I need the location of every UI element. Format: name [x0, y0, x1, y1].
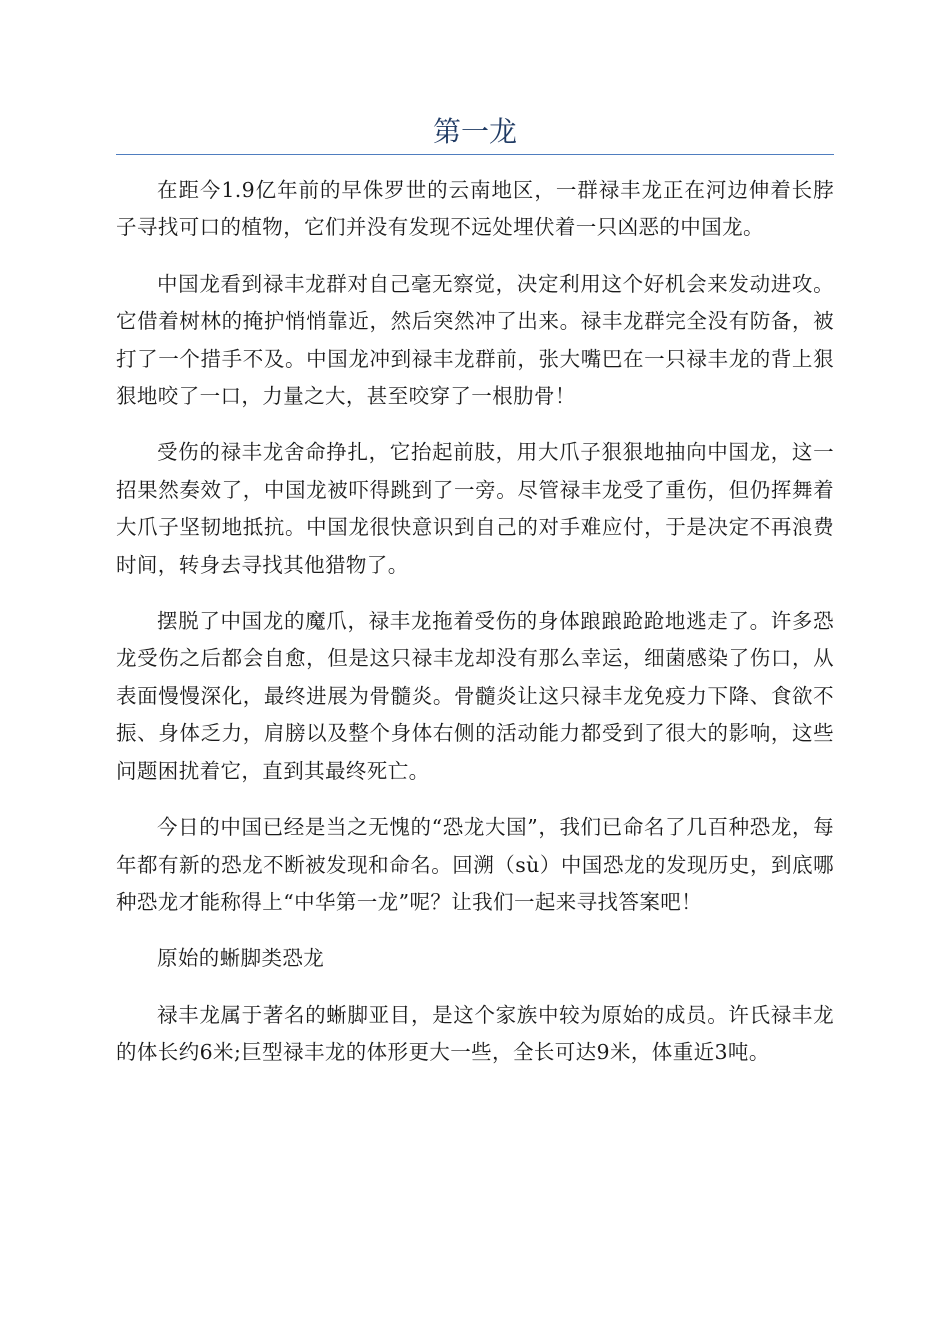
paragraph: 在距今1.9亿年前的早侏罗世的云南地区，一群禄丰龙正在河边伸着长脖子寻找可口的植物，它们并没有发现不远处埋伏着一只凶恶的中国龙。 — [116, 178, 834, 240]
paragraph: 今日的中国已经是当之无愧的“恐龙大国”，我们已命名了几百种恐龙，每年都有新的恐龙不断被发现和命名。回溯（sù）中国恐龙的发现历史，到底哪种恐龙才能称得上“中华第一龙”呢？让我们一起来寻找答案吧！ — [116, 815, 834, 914]
paragraph: 禄丰龙属于著名的蜥脚亚目，是这个家族中较为原始的成员。许氏禄丰龙的体长约6米;巨型禄丰龙的体形更大一些，全长可达9米，体重近3吨。 — [116, 1002, 834, 1065]
document-body — [116, 172, 834, 1091]
paragraph: 中国龙看到禄丰龙群对自己毫无察觉，决定利用这个好机会来发动进攻。它借着树林的掩护悄悄靠近，然后突然冲了出来。禄丰龙群完全没有防备，被打了一个措手不及。中国龙冲到禄丰龙群前，张大嘴巴在一只禄丰龙的背上狠狠地咬了一口，力量之大，甚至咬穿了一根肋骨！ — [116, 271, 834, 409]
paragraph: 摆脱了中国龙的魔爪，禄丰龙拖着受伤的身体踉踉跄跄地逃走了。许多恐龙受伤之后都会自愈，但是这只禄丰龙却没有那么幸运，细菌感染了伤口，从表面慢慢深化，最终进展为骨髓炎。骨髓炎让这只禄丰龙免疫力下降、食欲不振、身体乏力，肩膀以及整个身体右侧的活动能力都受到了很大的影响，这些问题困扰着它，直到其最终死亡。 — [116, 609, 834, 783]
document-title: 第一龙 — [432, 115, 517, 148]
title-underline — [116, 154, 834, 155]
paragraph: 受伤的禄丰龙舍命挣扎，它抬起前肢，用大爪子狠狠地抽向中国龙，这一招果然奏效了，中国龙被吓得跳到了一旁。尽管禄丰龙受了重伤，但仍挥舞着大爪子坚韧地抵抗。中国龙很快意识到自己的对手难应付，于是决定不再浪费时间，转身去寻找其他猎物了。 — [116, 440, 834, 577]
section-heading: 原始的蜥脚类恐龙 — [157, 946, 325, 971]
